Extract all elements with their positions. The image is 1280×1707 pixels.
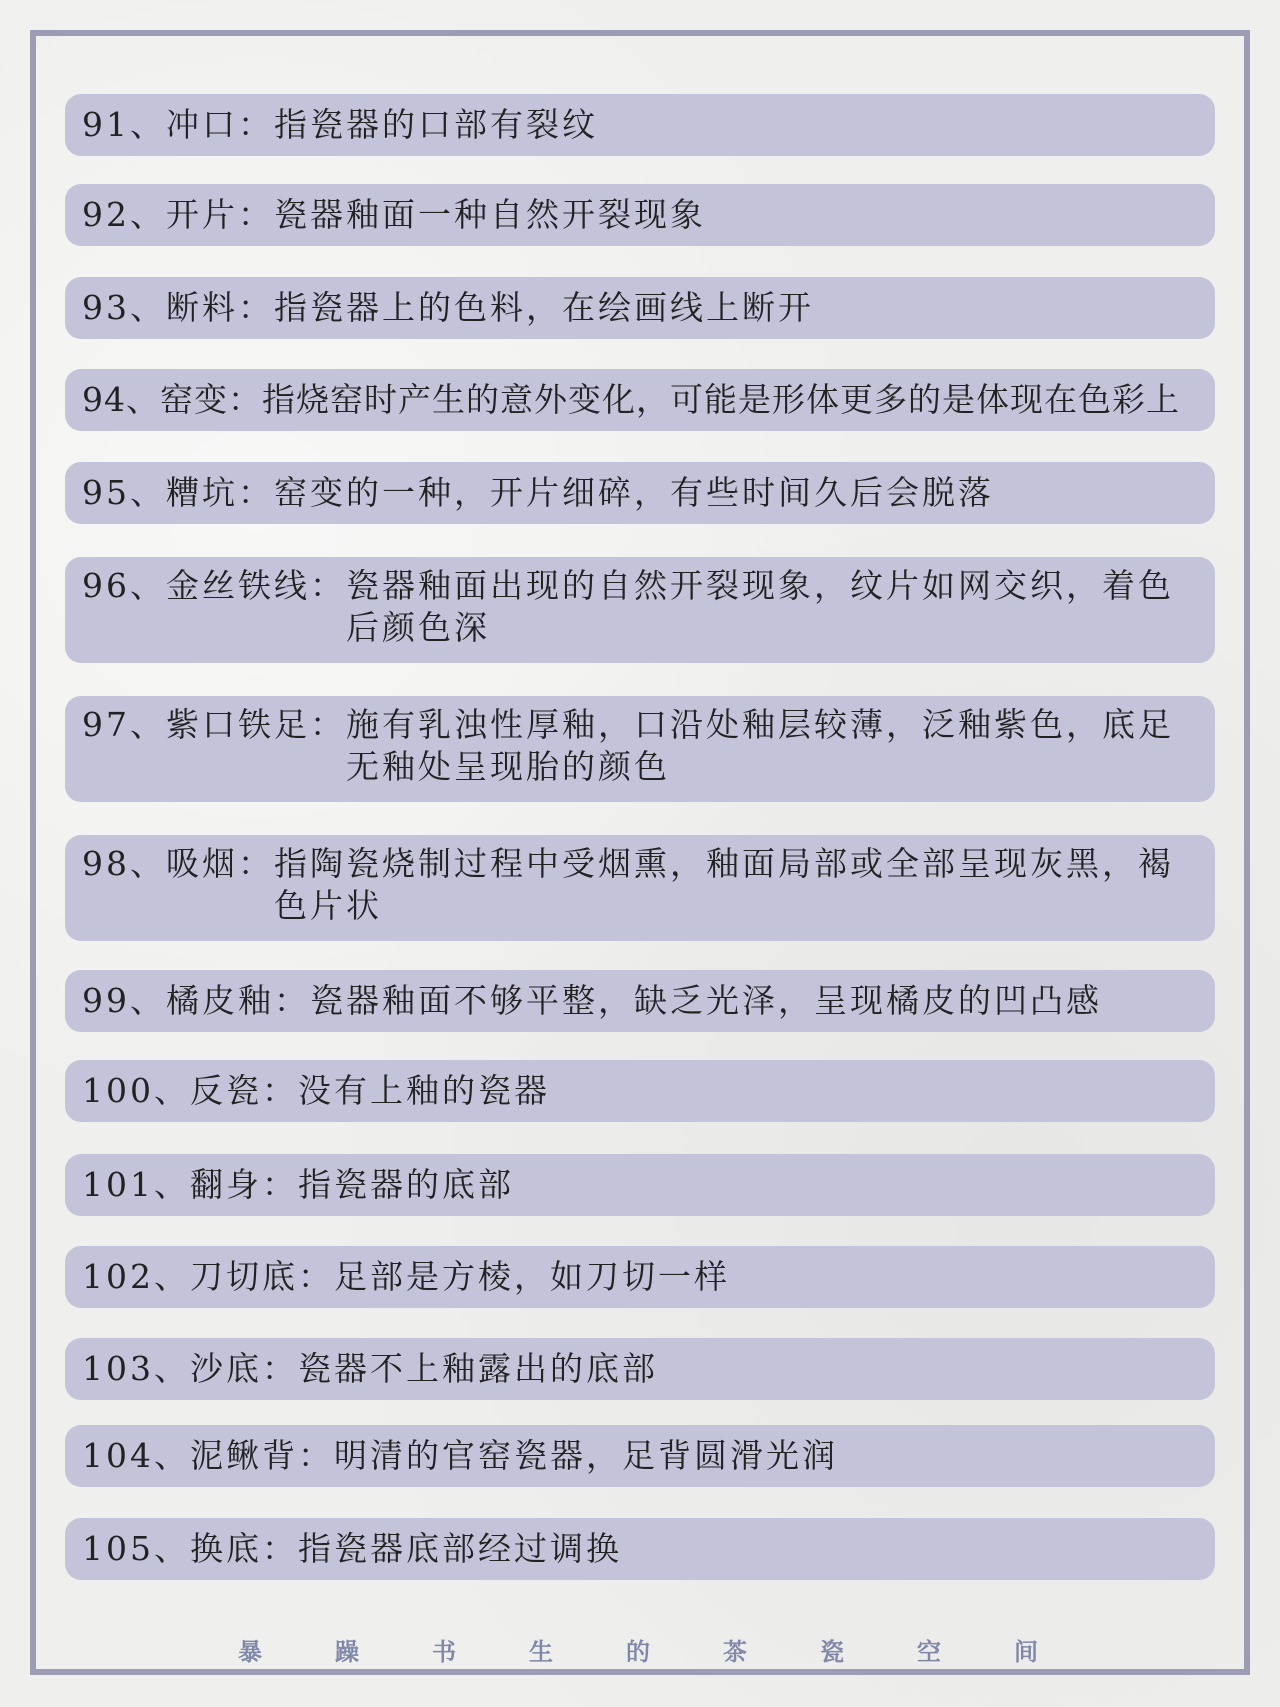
footer-char: 躁 xyxy=(335,1637,359,1666)
entry-definition: 指瓷器的口部有裂纹 xyxy=(274,105,598,144)
glossary-entry-103 xyxy=(65,1338,1215,1400)
entry-definition: 窑变的一种，开片细碎，有些时间久后会脱落 xyxy=(274,473,994,512)
footer-char: 空 xyxy=(917,1637,941,1666)
glossary-entry-97 xyxy=(65,696,1215,802)
glossary-entry-91 xyxy=(65,94,1215,156)
footer-signature xyxy=(238,1632,1038,1668)
entry-definition: 足部是方棱，如刀切一样 xyxy=(334,1257,730,1296)
entry-term: 97、紫口铁足： xyxy=(82,705,346,744)
entry-definition: 指瓷器的底部 xyxy=(298,1165,514,1204)
entry-term: 101、翻身： xyxy=(82,1165,298,1204)
entry-term: 94、窑变： xyxy=(82,380,262,419)
entry-definition: 明清的官窑瓷器，足背圆滑光润 xyxy=(334,1436,838,1475)
entry-term: 92、开片： xyxy=(82,195,274,234)
entry-definition: 指陶瓷烧制过程中受烟熏，釉面局部或全部呈现灰黑，褐色片状 xyxy=(274,844,1174,925)
entry-term: 96、金丝铁线： xyxy=(82,566,346,605)
entry-term: 103、沙底： xyxy=(82,1349,298,1388)
entry-term: 100、反瓷： xyxy=(82,1071,298,1110)
entry-definition: 没有上釉的瓷器 xyxy=(298,1071,550,1110)
entry-term: 91、冲口： xyxy=(82,105,274,144)
glossary-entry-102 xyxy=(65,1246,1215,1308)
glossary-entry-98 xyxy=(65,835,1215,941)
entry-definition: 指烧窑时产生的意外变化，可能是形体更多的是体现在色彩上 xyxy=(262,380,1180,419)
entry-term: 104、泥鳅背： xyxy=(82,1436,334,1475)
footer-char: 瓷 xyxy=(820,1637,844,1666)
footer-char: 生 xyxy=(529,1637,553,1666)
entry-definition: 瓷器不上釉露出的底部 xyxy=(298,1349,658,1388)
glossary-entry-95 xyxy=(65,462,1215,524)
glossary-entry-105 xyxy=(65,1518,1215,1580)
glossary-entry-101 xyxy=(65,1154,1215,1216)
glossary-entry-99 xyxy=(65,970,1215,1032)
entry-term: 93、断料： xyxy=(82,288,274,327)
entry-term: 102、刀切底： xyxy=(82,1257,334,1296)
footer-char: 书 xyxy=(432,1637,456,1666)
entry-definition: 瓷器釉面一种自然开裂现象 xyxy=(274,195,706,234)
glossary-entry-104 xyxy=(65,1425,1215,1487)
footer-char: 间 xyxy=(1014,1637,1038,1666)
entry-term: 95、糟坑： xyxy=(82,473,274,512)
entry-definition: 指瓷器上的色料，在绘画线上断开 xyxy=(274,288,814,327)
entry-definition: 指瓷器底部经过调换 xyxy=(298,1529,622,1568)
entry-definition: 瓷器釉面不够平整，缺乏光泽，呈现橘皮的凹凸感 xyxy=(310,981,1102,1020)
glossary-entry-100 xyxy=(65,1060,1215,1122)
footer-char: 茶 xyxy=(723,1637,747,1666)
glossary-entry-94 xyxy=(65,369,1215,431)
entry-term: 98、吸烟： xyxy=(82,844,274,883)
entry-term: 99、橘皮釉： xyxy=(82,981,310,1020)
entry-term: 105、换底： xyxy=(82,1529,298,1568)
footer-char: 暴 xyxy=(238,1637,262,1666)
footer-char: 的 xyxy=(626,1637,650,1666)
entry-definition: 施有乳浊性厚釉，口沿处釉层较薄，泛釉紫色，底足无釉处呈现胎的颜色 xyxy=(346,705,1174,786)
glossary-entry-93 xyxy=(65,277,1215,339)
entry-definition: 瓷器釉面出现的自然开裂现象，纹片如网交织，着色后颜色深 xyxy=(346,566,1174,647)
glossary-entry-92 xyxy=(65,184,1215,246)
glossary-entry-96 xyxy=(65,557,1215,663)
